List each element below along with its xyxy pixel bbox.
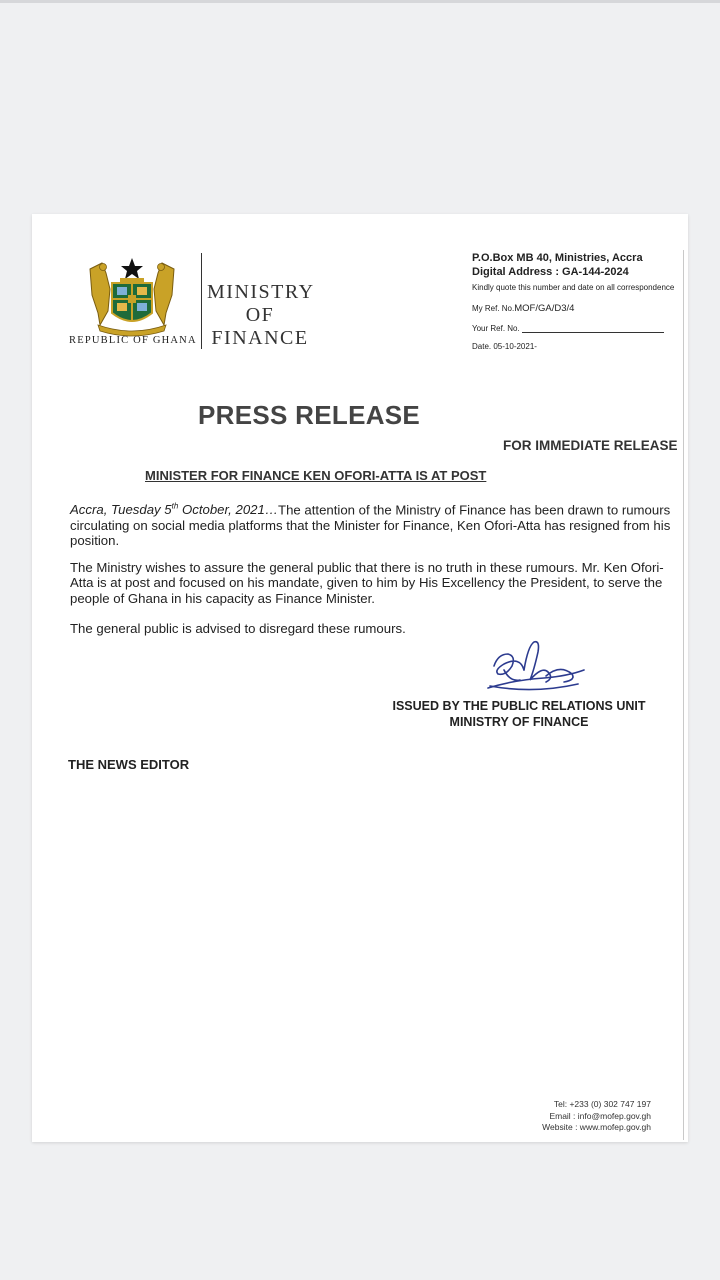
contact-email: Email : info@mofep.gov.gh (549, 1110, 651, 1121)
paragraph-1 (70, 499, 676, 549)
dateline-post: October, 2021… (178, 502, 279, 518)
page-edge (683, 250, 684, 1140)
contact-tel: Tel: +233 (0) 302 747 197 (553, 1099, 651, 1109)
my-ref-value: MOF/GA/D3/4 (514, 303, 575, 314)
republic-of-ghana-label: REPUBLIC OF GHANA (69, 335, 197, 346)
top-bar (0, 0, 720, 3)
signature-icon (484, 636, 590, 696)
date-value: 05-10-2021- (493, 342, 537, 351)
ministry-line: OF (245, 304, 275, 326)
addressee: THE NEWS EDITOR (68, 757, 190, 772)
contact-website: Website : www.mofep.gov.gh (542, 1122, 651, 1132)
address-block (472, 251, 674, 351)
digital-address-line: Digital Address : GA-144-2024 (472, 266, 629, 278)
my-ref-label: My Ref. No. (472, 304, 515, 313)
date-label: Date. (472, 342, 492, 351)
issued-by-line: ISSUED BY THE PUBLIC RELATIONS UNIT (392, 699, 646, 713)
dateline (70, 502, 278, 517)
your-ref (472, 324, 674, 333)
paragraph-1-text: The attention of the Ministry of Finance has been drawn to rumours circulating on social media platforms that the Minister for Finance, Ken Ofori-Atta has resigned from his position. (70, 502, 671, 549)
letterhead-divider (201, 253, 202, 349)
dateline-sup: th (171, 502, 179, 511)
dateline-pre: Accra, Tuesday 5 (70, 502, 172, 518)
my-ref (472, 303, 674, 314)
issued-by-block (385, 698, 653, 730)
release-tag: FOR IMMEDIATE RELEASE (503, 438, 678, 453)
issuing-ministry-line: MINISTRY OF FINANCE (449, 715, 589, 729)
po-box-line: P.O.Box MB 40, Ministries, Accra (472, 252, 643, 264)
date (472, 342, 674, 351)
quote-note: Kindly quote this number and date on all correspondence (472, 283, 675, 292)
ministry-line: FINANCE (211, 327, 309, 349)
paragraph-3: The general public is advised to disregard these rumours. (70, 621, 406, 636)
your-ref-blank-line (522, 332, 664, 333)
your-ref-label: Your Ref. No. (472, 324, 520, 333)
headline: MINISTER FOR FINANCE KEN OFORI-ATTA IS AT POST (145, 468, 487, 483)
page-title: PRESS RELEASE (198, 400, 421, 430)
contact-block (542, 1099, 651, 1134)
paragraph-2: The Ministry wishes to assure the general public that there is no truth in these rumours. Mr. Ken Ofori-Atta is at post and focused on his mandate, given to him by His Excellency the President, to serve the people of Ghana in his capacity as Finance Minister. (70, 560, 664, 606)
ministry-of-finance-wordmark (207, 281, 313, 350)
coat-of-arms-icon (84, 255, 180, 337)
ministry-line: MINISTRY (207, 281, 315, 303)
